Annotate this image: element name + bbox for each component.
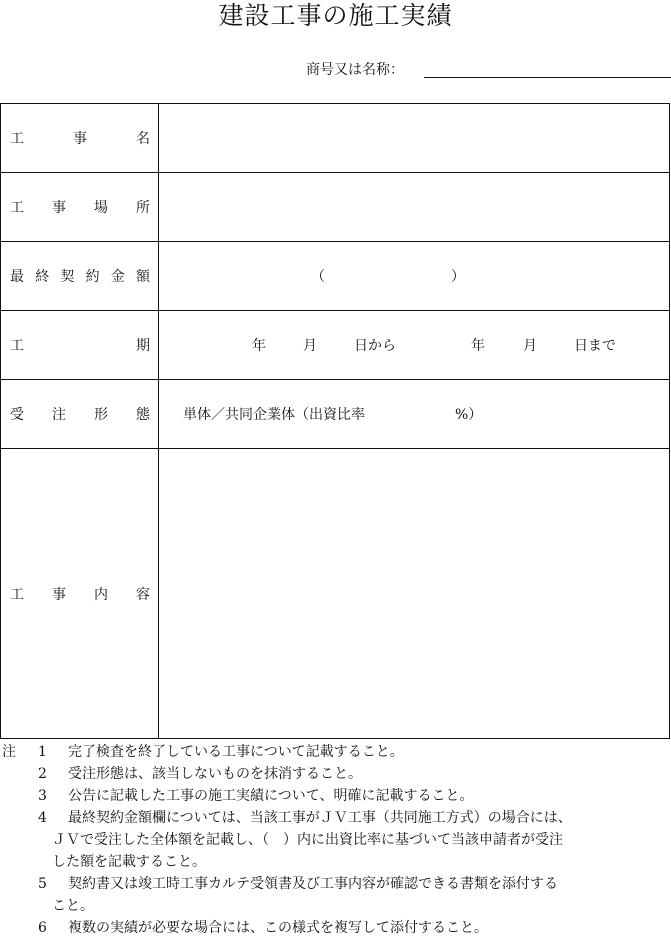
note-item <box>0 873 671 895</box>
note-item <box>0 917 671 939</box>
label-char: 期 <box>136 338 150 354</box>
note-number: 6 <box>38 920 47 936</box>
note-number: 3 <box>38 788 47 804</box>
note-item <box>0 785 671 807</box>
note-text: 契約書又は竣工時工事カルテ受領書及び工事内容が確認できる書類を添付する <box>68 876 558 892</box>
label-char: 工 <box>10 131 24 147</box>
note-text: した額を記載すること。 <box>52 854 206 870</box>
row-work-name <box>1 104 670 173</box>
label-char: 事 <box>52 200 66 216</box>
label-char: 契 <box>60 269 75 285</box>
label-char: 名 <box>136 131 150 147</box>
page-title: 建設工事の施工実績 <box>218 1 453 30</box>
note-number: 1 <box>38 744 47 760</box>
notes-section <box>0 741 671 939</box>
label-char: 態 <box>136 407 150 423</box>
company-name-underline <box>424 77 671 78</box>
row-work-content <box>1 449 670 739</box>
label-period <box>1 311 159 380</box>
order-type-field[interactable] <box>159 380 670 449</box>
work-name-field[interactable] <box>159 104 670 173</box>
note-number: 4 <box>38 810 47 826</box>
note-item <box>0 807 671 829</box>
share-amount-paren-open: （ <box>311 269 325 285</box>
row-period <box>1 311 670 380</box>
label-char: 形 <box>94 407 108 423</box>
row-final-amount <box>1 242 670 311</box>
note-text: ＪＶで受注した全体額を記載し、（ ）内に出資比率に基づいて当該申請者が受注 <box>52 832 563 848</box>
order-type-text: 単体／共同企業体（出資比率 <box>183 407 365 423</box>
company-name-field[interactable] <box>306 62 671 78</box>
label-char: 金 <box>110 269 125 285</box>
label-final-amount <box>1 242 159 311</box>
label-order-type <box>1 380 159 449</box>
label-char: 約 <box>85 269 100 285</box>
note-text: 公告に記載した工事の施工実績について、明確に記載すること。 <box>68 788 474 804</box>
note-item-continuation <box>0 895 671 917</box>
label-char: 受 <box>10 407 24 423</box>
note-item-continuation <box>0 829 671 851</box>
label-char: 工 <box>10 338 24 354</box>
note-item <box>0 763 671 785</box>
label-char: 事 <box>73 131 87 147</box>
period-month-start: 月 <box>303 338 317 354</box>
note-text: 最終契約金額欄については、当該工事がＪＶ工事（共同施工方式）の場合には、 <box>68 810 572 826</box>
order-type-percent: %） <box>455 407 483 423</box>
label-char: 額 <box>135 269 150 285</box>
note-item-continuation <box>0 851 671 873</box>
period-year-end: 年 <box>471 338 485 354</box>
note-text: 受注形態は、該当しないものを抹消すること。 <box>68 766 362 782</box>
company-name-label: 商号又は名称： <box>306 62 404 78</box>
period-month-end: 月 <box>523 338 537 354</box>
label-char: 終 <box>35 269 50 285</box>
note-number: 5 <box>38 876 47 892</box>
label-work-content <box>1 449 159 739</box>
label-char: 最 <box>10 269 24 285</box>
work-content-field[interactable] <box>159 449 670 739</box>
label-char: 容 <box>136 586 150 603</box>
label-char: 所 <box>136 200 150 216</box>
label-char: 事 <box>52 586 66 603</box>
note-text: 完了検査を終了している工事について記載すること。 <box>68 744 404 760</box>
label-char: 工 <box>10 586 24 603</box>
final-amount-field[interactable] <box>159 242 670 311</box>
notes-mark: 注 <box>2 744 16 760</box>
period-field[interactable] <box>159 311 670 380</box>
note-item <box>0 741 671 763</box>
label-char: 工 <box>10 200 24 216</box>
period-day-until: 日まで <box>574 338 616 354</box>
note-text: 複数の実績が必要な場合には、この様式を複写して添付すること。 <box>68 920 488 936</box>
label-char: 注 <box>52 407 66 423</box>
note-number: 2 <box>38 766 47 782</box>
label-char: 場 <box>94 200 108 216</box>
period-year-start: 年 <box>252 338 266 354</box>
label-char: 内 <box>94 586 108 603</box>
work-place-field[interactable] <box>159 173 670 242</box>
row-order-type <box>1 380 670 449</box>
period-day-from: 日から <box>354 338 396 354</box>
row-work-place <box>1 173 670 242</box>
label-work-place <box>1 173 159 242</box>
construction-record-table <box>0 103 670 739</box>
label-work-name <box>1 104 159 173</box>
note-text: こと。 <box>52 898 94 914</box>
share-amount-paren-close: ） <box>451 269 465 285</box>
